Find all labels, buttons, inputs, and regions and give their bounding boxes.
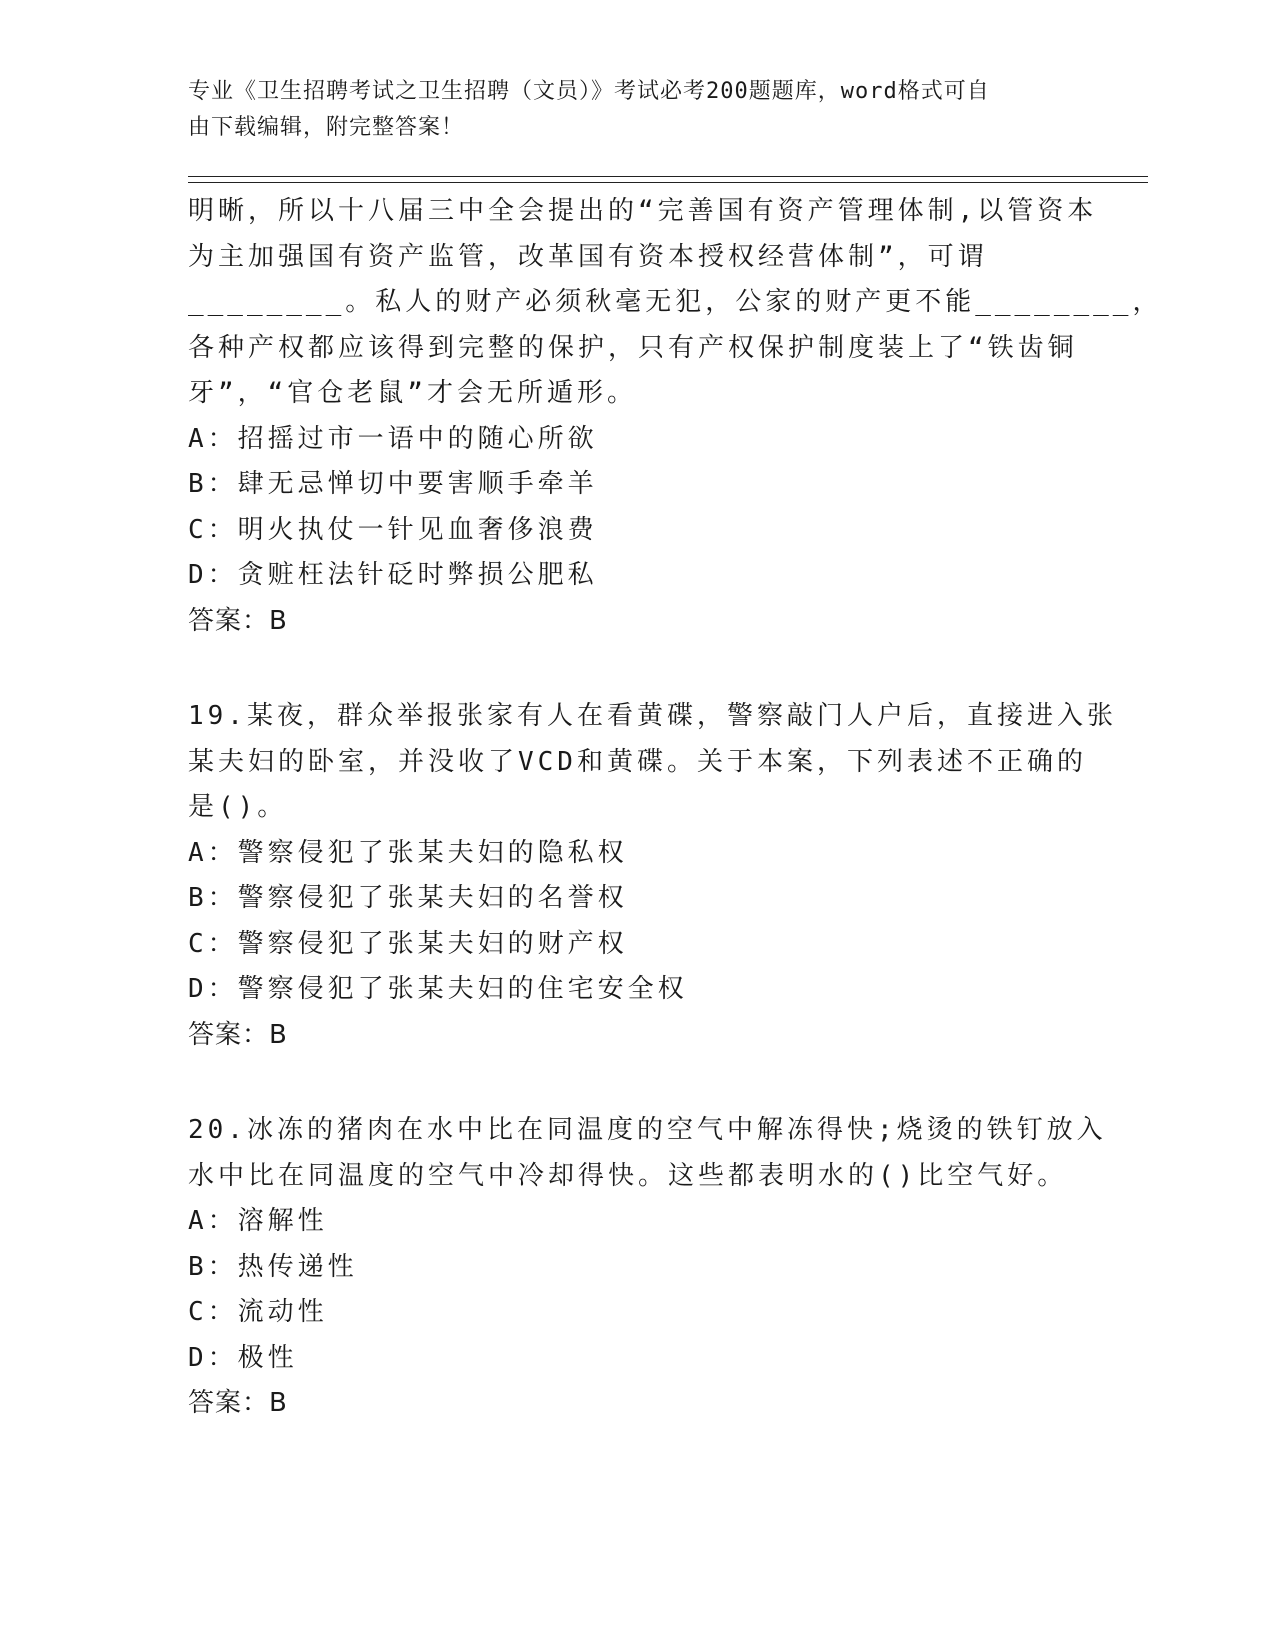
option-d: D：极性 <box>188 1342 298 1373</box>
option-a: A：招摇过市一语中的随心所欲 <box>188 423 598 454</box>
question-19 <box>188 694 1117 1058</box>
question-text-line: 20.冰冻的猪肉在水中比在同温度的空气中解冻得快;烧烫的铁钉放入 <box>188 1115 1107 1145</box>
option-b: B：肆无忌惮切中要害顺手牵羊 <box>188 469 598 499</box>
question-text-line: 各种产权都应该得到完整的保护，只有产权保护制度装上了“铁齿铜 <box>188 332 1078 363</box>
question-text-line: 为主加强国有资产监管，改革国有资本授权经营体制”，可谓 <box>188 241 988 272</box>
option-a: A：警察侵犯了张某夫妇的隐私权 <box>188 837 628 868</box>
option-d: D：警察侵犯了张某夫妇的住宅安全权 <box>188 974 688 1004</box>
option-c: C：明火执仗一针见血奢侈浪费 <box>188 514 598 545</box>
header-divider <box>188 176 1148 183</box>
question-18-continuation <box>188 189 1163 644</box>
header-line: 由下载编辑，附完整答案！ <box>188 115 465 140</box>
spacer <box>188 1058 1088 1108</box>
spacer <box>188 644 1088 694</box>
question-text-line: 某夫妇的卧室，并没收了VCD和黄碟。关于本案，下列表述不正确的 <box>188 746 1087 777</box>
question-20 <box>188 1108 1107 1427</box>
header-line: 专业《卫生招聘考试之卫生招聘（文员）》考试必考200题题库，word格式可自 <box>188 79 990 104</box>
document-body <box>188 189 1163 1427</box>
question-text-line: 19.某夜，群众举报张家有人在看黄碟，警察敲门人户后，直接进入张 <box>188 701 1117 731</box>
option-c: C：流动性 <box>188 1297 328 1327</box>
question-text-line: 牙”，“官仓老鼠”才会无所遁形。 <box>188 378 637 408</box>
answer-line: 答案：B <box>188 1388 288 1418</box>
option-b: B：警察侵犯了张某夫妇的名誉权 <box>188 883 628 913</box>
answer-line: 答案：B <box>188 1019 288 1050</box>
option-a: A：溶解性 <box>188 1206 328 1236</box>
question-text-line: 明晰，所以十八届三中全会提出的“完善国有资产管理体制,以管资本 <box>188 196 1098 226</box>
question-text-line: 是()。 <box>188 792 288 822</box>
question-text-line: 水中比在同温度的空气中冷却得快。这些都表明水的()比空气好。 <box>188 1160 1068 1191</box>
option-b: B：热传递性 <box>188 1251 358 1282</box>
question-text-line: ________。私人的财产必须秋毫无犯，公家的财产更不能________， <box>188 287 1163 317</box>
option-d: D：贪赃枉法针砭时弊损公肥私 <box>188 560 598 590</box>
option-c: C：警察侵犯了张某夫妇的财产权 <box>188 928 628 959</box>
answer-line: 答案：B <box>188 605 288 636</box>
page-header <box>188 74 1068 146</box>
